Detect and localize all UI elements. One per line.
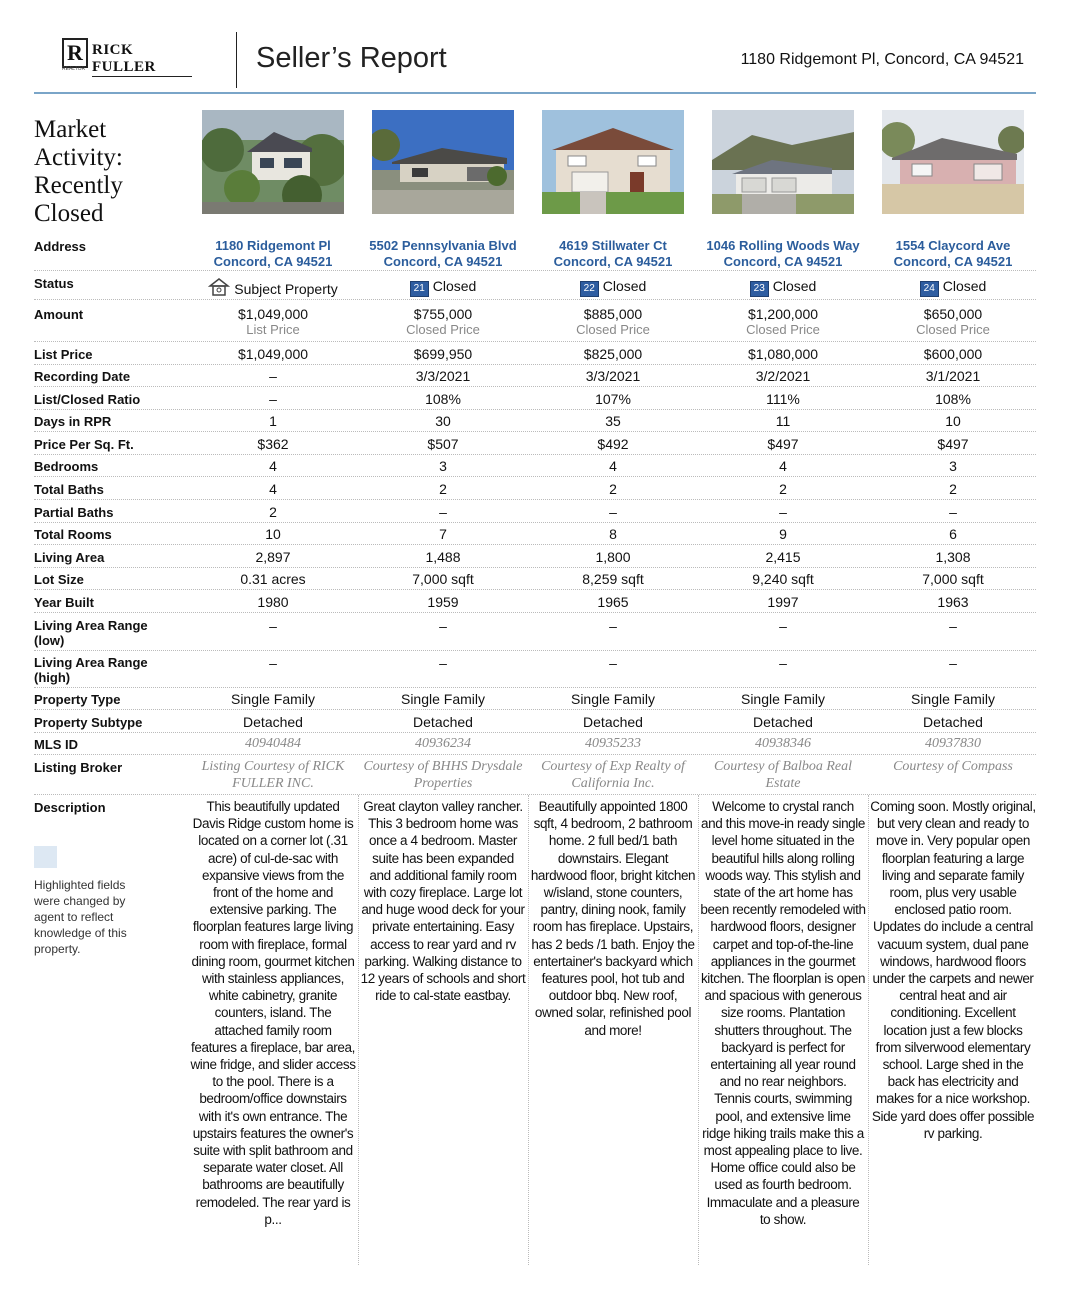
label-amount: Amount: [34, 307, 84, 322]
row-divider: [34, 544, 1036, 545]
property-photo-2: [372, 110, 514, 214]
property-address[interactable]: 5502 Pennsylvania Blvd Concord, CA 94521: [369, 238, 517, 269]
home-icon: [208, 277, 230, 297]
range-high: –: [949, 655, 957, 671]
listing-broker: Listing Courtesy of RICK FULLER INC.: [201, 759, 345, 791]
label-range-low: Living Area Range (low): [34, 618, 148, 648]
report-title: Seller’s Report: [256, 42, 447, 74]
range-high: –: [439, 655, 447, 671]
column-divider: [358, 795, 359, 1265]
property-photo-3: [542, 110, 684, 214]
ppsf: $362: [257, 436, 289, 452]
label-property-type: Property Type: [34, 692, 121, 707]
property-subtype: Detached: [413, 714, 473, 730]
lot-size: 0.31 acres: [240, 571, 306, 587]
ratio: 107%: [595, 391, 631, 407]
mls-id: 40940484: [245, 736, 301, 751]
range-high: –: [609, 655, 617, 671]
label-days: Days in RPR: [34, 414, 112, 429]
ppsf: $507: [427, 436, 459, 452]
property-type: Single Family: [230, 691, 316, 707]
listing-broker: Courtesy of Exp Realty of California Inc.: [541, 759, 685, 791]
column-divider: [528, 795, 529, 1265]
recording-date: 3/1/2021: [925, 368, 981, 384]
property-address[interactable]: 1180 Ridgemont Pl Concord, CA 94521: [213, 238, 333, 269]
status-text: Closed: [602, 278, 647, 294]
bedrooms: 4: [609, 458, 617, 474]
status-cell: [528, 278, 698, 297]
recording-date: 3/3/2021: [585, 368, 641, 384]
comp-number-badge[interactable]: 23: [750, 281, 769, 297]
property-address[interactable]: 1046 Rolling Woods Way Concord, CA 94521: [706, 238, 860, 269]
property-subtype: Detached: [923, 714, 983, 730]
recording-date: 3/3/2021: [415, 368, 471, 384]
status-text: Closed: [432, 278, 477, 294]
property-type: Single Family: [570, 691, 656, 707]
bedrooms: 4: [779, 458, 787, 474]
property-photo-1: [202, 110, 344, 214]
label-partial-baths: Partial Baths: [34, 505, 114, 520]
property-type: Single Family: [400, 691, 486, 707]
label-recording-date: Recording Date: [34, 369, 131, 384]
amount-cell: $1,049,000 List Price: [237, 306, 309, 337]
status-cell: [188, 277, 358, 297]
comp-number-badge[interactable]: 22: [580, 281, 599, 297]
description-text: Welcome to crystal ranch and this move-in ready single level home situated in the beautiful hills along rolling woods way. This stylish and state of the art home has been recently remodeled with hardwood floors, designer carpet and top-of-the-line appliances in the gourmet kitchen. The floorplan is open and spacious with generous size rooms. Plantation shutters throughout. The backyard is perfect for entertaining all year round and no rear neighbors. Tennis courts, swimming pool, and extensive lime ridge hiking trails make this a most appealing place to live. Home office could also be used as fourth bedroom. Immaculate and a pleasure to show.: [700, 799, 866, 1227]
list-price: $1,049,000: [237, 346, 309, 362]
ppsf: $497: [937, 436, 969, 452]
property-photo-5: [882, 110, 1024, 214]
year-built: 1963: [937, 594, 969, 610]
label-listing-broker: Listing Broker: [34, 760, 123, 775]
year-built: 1997: [767, 594, 799, 610]
total-rooms: 6: [949, 526, 957, 542]
row-divider: [34, 754, 1036, 755]
amount-cell: $885,000 Closed Price: [576, 306, 650, 337]
row-divider: [34, 454, 1036, 455]
header-rule: [34, 92, 1036, 94]
ratio: 108%: [425, 391, 461, 407]
comp-number-badge[interactable]: 21: [410, 281, 429, 297]
label-year-built: Year Built: [34, 595, 94, 610]
label-bedrooms: Bedrooms: [34, 459, 99, 474]
description-text: This beautifully updated Davis Ridge custom home is located on a corner lot (.31 acre) of cul-de-sac with expansive views from the front of the home and extensive parking. The floorplan features large living room with fireplace, formal dining room, gourmet kitchen with stainless appliances, white cabinetry, granite counters, island. The attached family room features a fireplace, bar area, wine fridge, and slider access to the pool. There is a bedroom/office downstairs with it's own entrance. The upstairs features the owner's suite with split bathroom and separate water closet. All bathrooms are beautifully remodeled. The rear yard is p...: [190, 799, 356, 1227]
label-address: Address: [34, 239, 87, 254]
label-ppsf: Price Per Sq. Ft.: [34, 437, 134, 452]
days: 11: [775, 413, 791, 429]
ratio: 111%: [766, 391, 800, 407]
total-baths: 2: [779, 481, 787, 497]
range-low: –: [439, 618, 447, 634]
label-total-rooms: Total Rooms: [34, 527, 112, 542]
description-text: Great clayton valley rancher. This 3 bedroom home was once a 4 bedroom. Master suite has been expanded and additional family room with cozy fireplace. Large lot and huge wood deck for your private entertaining. Easy access to rear yard and rv parking. Walking distance to 12 years of schools and short ride to cal-state eastbay.: [360, 799, 526, 1004]
status-text: Subject Property: [234, 281, 338, 297]
lot-size: 8,259 sqft: [582, 571, 644, 587]
row-divider: [34, 270, 1036, 271]
label-status: Status: [34, 276, 74, 291]
row-divider: [34, 499, 1036, 500]
days: 35: [605, 413, 621, 429]
column-divider: [698, 795, 699, 1265]
property-photo-4: [712, 110, 854, 214]
label-mls-id: MLS ID: [34, 737, 79, 752]
days: 10: [945, 413, 961, 429]
header-address: 1180 Ridgemont Pl, Concord, CA 94521: [740, 51, 1024, 68]
logo-name: RICK FULLER: [92, 42, 192, 77]
total-rooms: 7: [439, 526, 447, 542]
comp-number-badge[interactable]: 24: [920, 281, 939, 297]
property-subtype: Detached: [583, 714, 643, 730]
range-low: –: [269, 618, 277, 634]
property-type: Single Family: [910, 691, 996, 707]
year-built: 1965: [597, 594, 629, 610]
company-logo: [62, 38, 192, 74]
property-address[interactable]: 1554 Claycord Ave Concord, CA 94521: [893, 238, 1013, 269]
row-divider: [34, 476, 1036, 477]
status-cell: [698, 278, 868, 297]
row-divider: [34, 687, 1036, 688]
list-price: $699,950: [413, 346, 473, 362]
row-divider: [34, 431, 1036, 432]
section-title: Market Activity: Recently Closed: [34, 116, 123, 227]
ppsf: $492: [597, 436, 629, 452]
label-living-area: Living Area: [34, 550, 105, 565]
description-text: Coming soon. Mostly original, but very clean and ready to move in. Very popular open floorplan featuring a large living and separate family room, plus very usable enclosed patio room. Updates do include a central vacuum system, dual pane windows, hardwood floors under the carpets and newer central heat and air conditioning. Excellent location just a few blocks from silverwood elementary school. Large shed in the back has electricity and makes for a nice workshop. Side yard does offer possible rv parking.: [870, 799, 1036, 1141]
recording-date: 3/2/2021: [755, 368, 811, 384]
range-high: –: [269, 655, 277, 671]
partial-baths: –: [779, 504, 787, 520]
status-text: Closed: [942, 278, 987, 294]
row-divider: [34, 589, 1036, 590]
total-rooms: 8: [609, 526, 617, 542]
mls-id: 40937830: [925, 736, 981, 751]
header-divider: [236, 32, 237, 88]
listing-broker: Courtesy of Balboa Real Estate: [713, 759, 853, 791]
partial-baths: –: [949, 504, 957, 520]
living-area: 2,897: [255, 549, 291, 565]
row-divider: [34, 341, 1036, 342]
mls-id: 40935233: [585, 736, 641, 751]
total-baths: 2: [439, 481, 447, 497]
range-high: –: [779, 655, 787, 671]
amount-cell: $1,200,000 Closed Price: [746, 306, 820, 337]
list-price: $1,080,000: [747, 346, 819, 362]
status-cell: [358, 278, 528, 297]
logo-sub: REALTOR: [62, 66, 86, 72]
recording-date: –: [269, 368, 277, 384]
total-baths: 2: [609, 481, 617, 497]
row-divider: [34, 567, 1036, 568]
listing-broker: Courtesy of Compass: [893, 759, 1013, 774]
lot-size: 7,000 sqft: [412, 571, 474, 587]
mls-id: 40936234: [415, 736, 471, 751]
bedrooms: 4: [269, 458, 277, 474]
row-divider: [34, 612, 1036, 613]
row-divider: [34, 794, 1036, 795]
property-subtype: Detached: [753, 714, 813, 730]
ratio: –: [269, 391, 277, 407]
lot-size: 9,240 sqft: [752, 571, 814, 587]
property-subtype: Detached: [243, 714, 303, 730]
range-low: –: [779, 618, 787, 634]
property-type: Single Family: [740, 691, 826, 707]
days: 1: [269, 413, 277, 429]
row-divider: [34, 522, 1036, 523]
label-description: Description: [34, 800, 106, 815]
label-range-high: Living Area Range (high): [34, 655, 148, 685]
status-text: Closed: [772, 278, 817, 294]
label-lot-size: Lot Size: [34, 572, 84, 587]
range-low: –: [609, 618, 617, 634]
total-baths: 2: [949, 481, 957, 497]
logo-letter: R: [62, 38, 88, 68]
label-total-baths: Total Baths: [34, 482, 104, 497]
highlight-note: Highlighted fields were changed by agent to reflect knowledge of this property.: [34, 878, 127, 956]
list-price: $600,000: [923, 346, 983, 362]
ppsf: $497: [767, 436, 799, 452]
range-low: –: [949, 618, 957, 634]
label-property-subtype: Property Subtype: [34, 715, 143, 730]
property-address[interactable]: 4619 Stillwater Ct Concord, CA 94521: [553, 238, 673, 269]
row-divider: [34, 364, 1036, 365]
bedrooms: 3: [439, 458, 447, 474]
amount-cell: $755,000 Closed Price: [406, 306, 480, 337]
row-divider: [34, 709, 1036, 710]
row-divider: [34, 409, 1036, 410]
label-list-price: List Price: [34, 347, 93, 362]
bedrooms: 3: [949, 458, 957, 474]
highlight-swatch: [34, 846, 57, 868]
partial-baths: –: [439, 504, 447, 520]
label-ratio: List/Closed Ratio: [34, 392, 141, 407]
days: 30: [435, 413, 451, 429]
lot-size: 7,000 sqft: [922, 571, 984, 587]
ratio: 108%: [935, 391, 971, 407]
total-baths: 4: [269, 481, 277, 497]
partial-baths: 2: [269, 504, 277, 520]
listing-broker: Courtesy of BHHS Drysdale Properties: [363, 759, 523, 791]
row-divider: [34, 650, 1036, 651]
year-built: 1959: [427, 594, 459, 610]
row-divider: [34, 299, 1036, 300]
living-area: 1,488: [425, 549, 461, 565]
amount-cell: $650,000 Closed Price: [916, 306, 990, 337]
living-area: 2,415: [765, 549, 801, 565]
living-area: 1,800: [595, 549, 631, 565]
total-rooms: 9: [779, 526, 787, 542]
row-divider: [34, 732, 1036, 733]
list-price: $825,000: [583, 346, 643, 362]
column-divider: [868, 795, 869, 1265]
total-rooms: 10: [265, 526, 281, 542]
partial-baths: –: [609, 504, 617, 520]
mls-id: 40938346: [755, 736, 811, 751]
status-cell: [868, 278, 1038, 297]
row-divider: [34, 386, 1036, 387]
year-built: 1980: [257, 594, 289, 610]
description-text: Beautifully appointed 1800 sqft, 4 bedroom, 2 bathroom home. 2 full bed/1 bath downstairs. Elegant hardwood floor, bright kitchen w/island, stone counters, pantry, dining nook, family room has fireplace. Upstairs, has 2 beds /1 bath. Enjoy the entertainer's backyard which features pool, hot tub and outdoor bbq. New roof, owned solar, refinished pool and more!: [530, 799, 696, 1038]
living-area: 1,308: [935, 549, 971, 565]
